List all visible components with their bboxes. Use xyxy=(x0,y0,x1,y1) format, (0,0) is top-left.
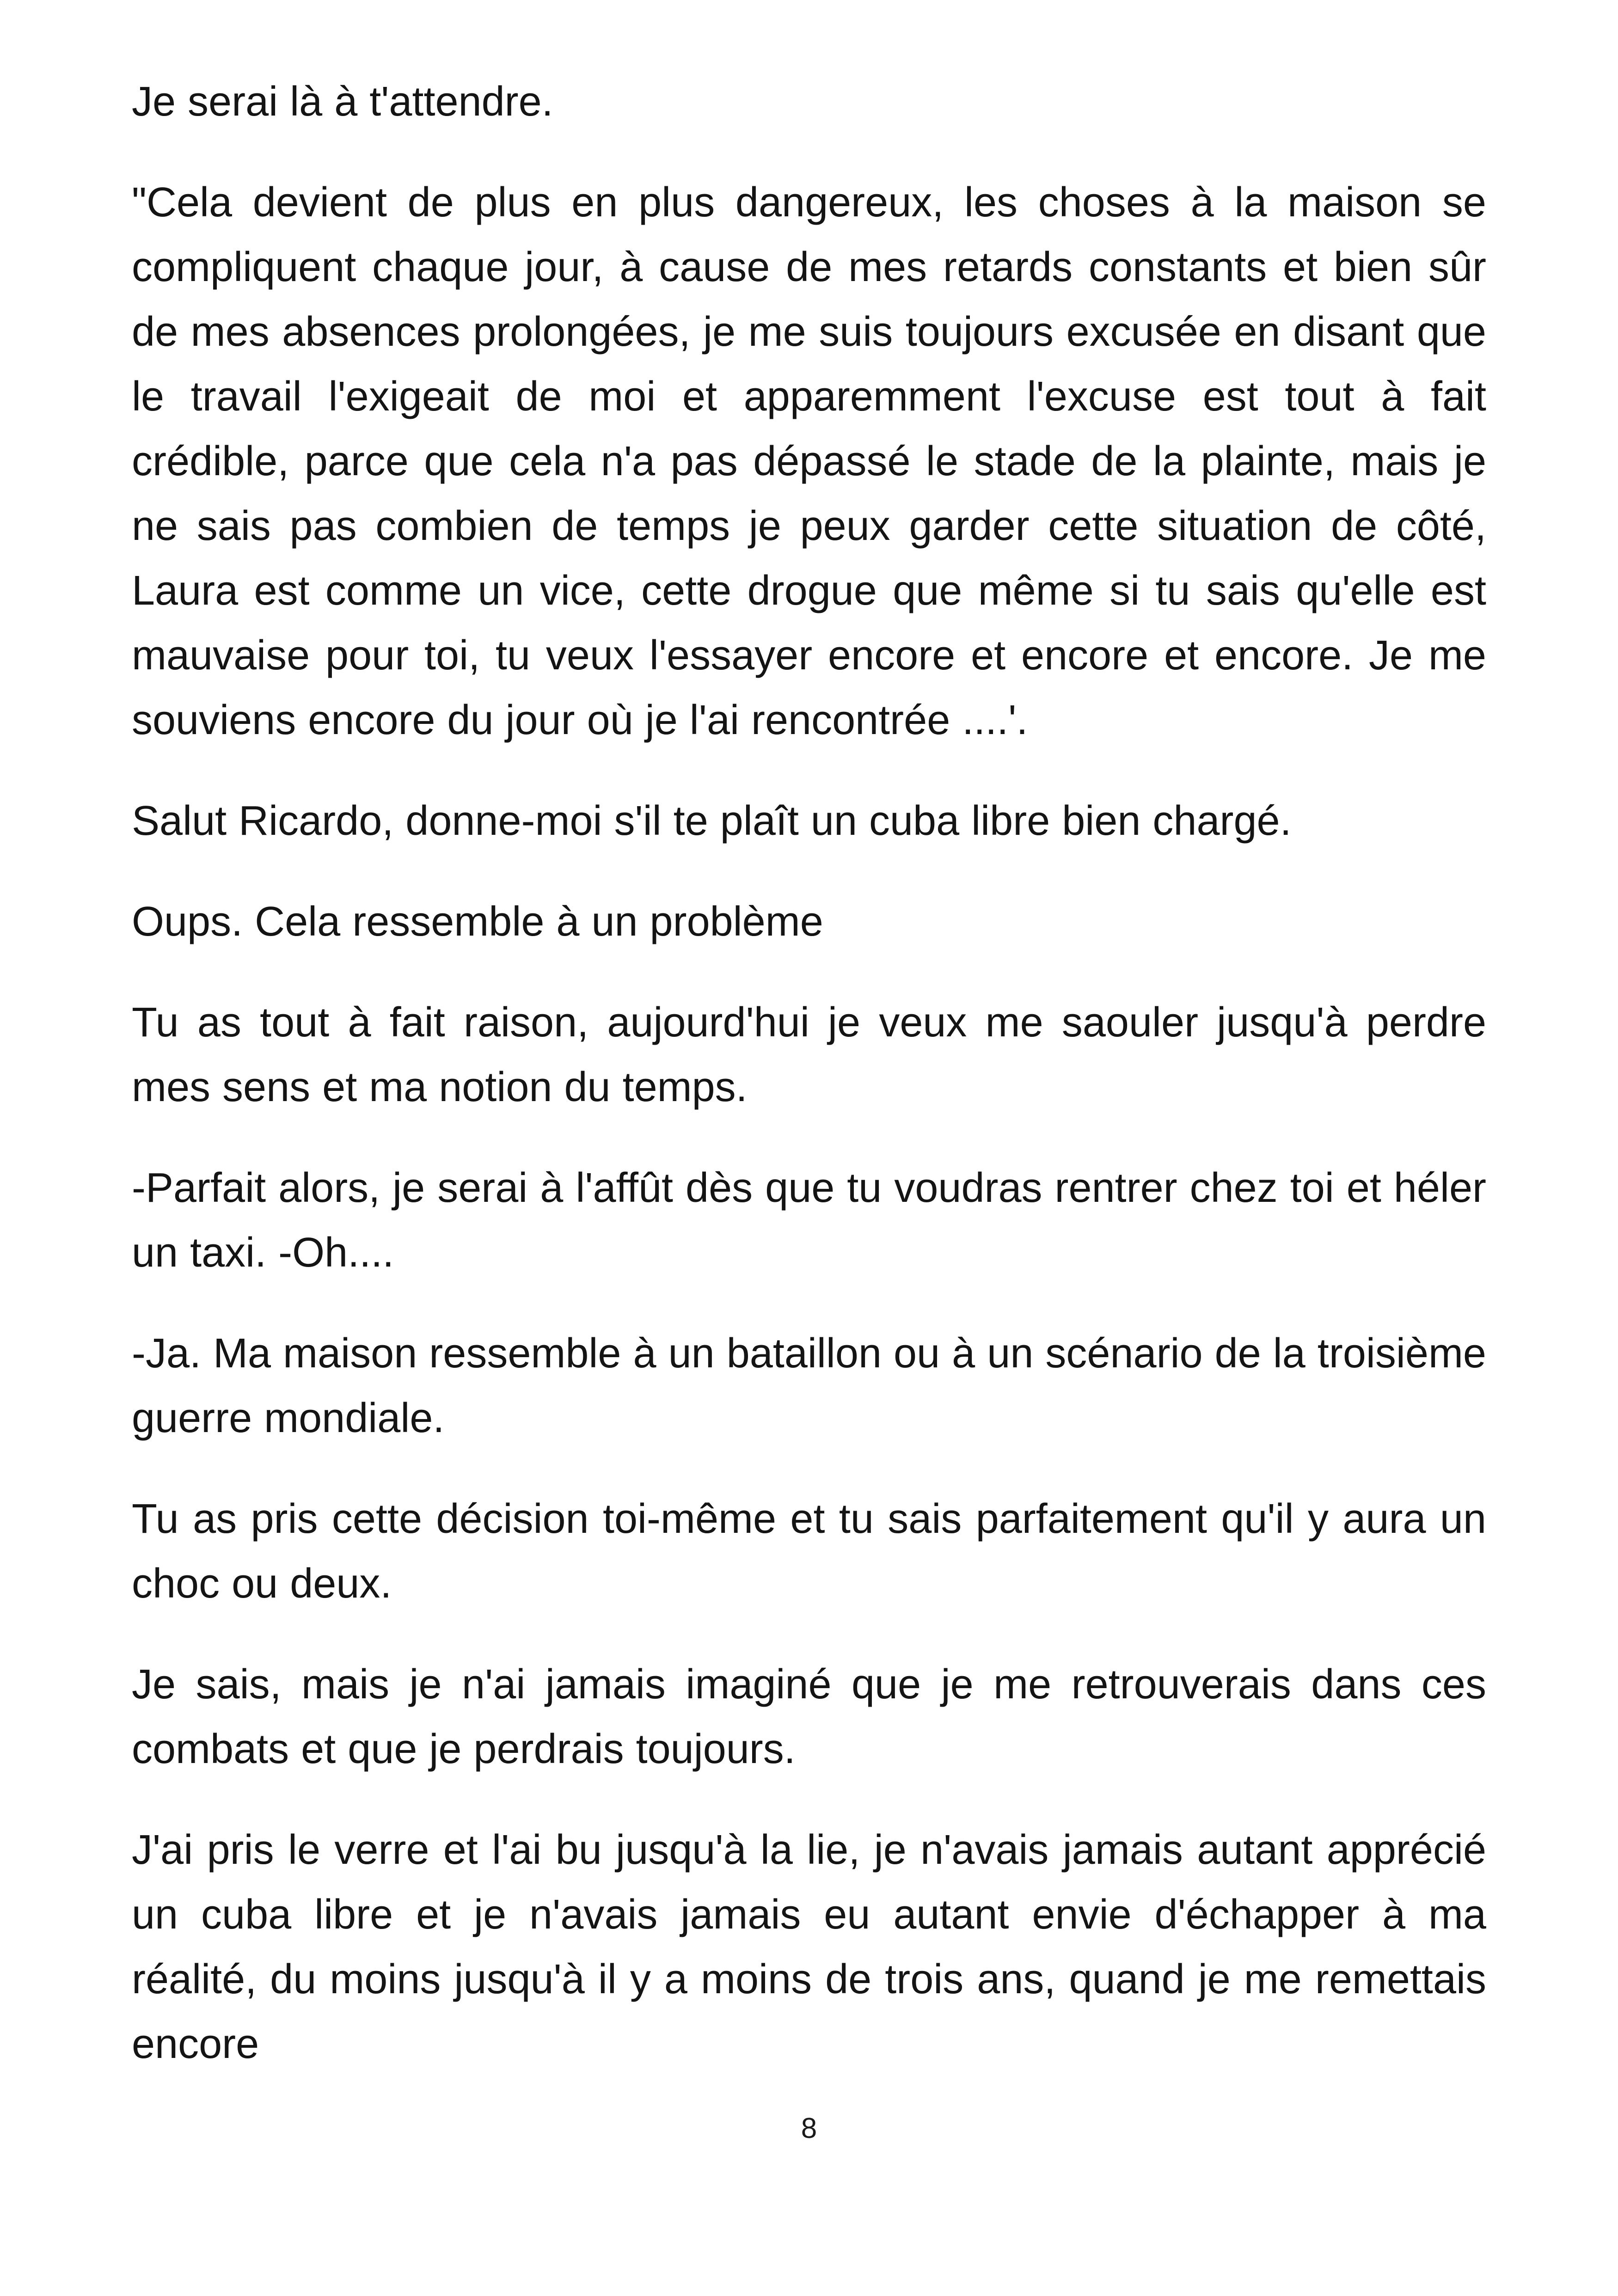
paragraph: "Cela devient de plus en plus dangereux, les choses à la maison se compliquent chaque jour, à cause de mes retards constants et bien sûr de mes absences prolongées, je me suis toujours excusée en disant que le travail l'exigeait de moi et apparemment l'excuse est tout à fait crédible, parce que cela n'a pas dépassé le stade de la plainte, mais je ne sais pas combien de temps je peux garder cette situation de côté, Laura est comme un vice, cette drogue que même si tu sais qu'elle est mauvaise pour toi, tu veux l'essayer encore et encore et encore. Je me souviens encore du jour où je l'ai rencontrée ....'. xyxy=(132,179,1486,743)
paragraph: Je sais, mais je n'ai jamais imaginé que je me retrouverais dans ces combats et que je perdrais toujours. xyxy=(132,1661,1486,1772)
page-number: 8 xyxy=(801,2112,817,2144)
paragraph: Tu as pris cette décision toi-même et tu sais parfaitement qu'il y aura un choc ou deux. xyxy=(132,1496,1486,1607)
text-body xyxy=(132,69,1486,2076)
paragraph: -Ja. Ma maison ressemble à un bataillon ou à un scénario de la troisième guerre mondiale. xyxy=(132,1330,1486,1441)
paragraph: J'ai pris le verre et l'ai bu jusqu'à la lie, je n'avais jamais autant apprécié un cuba libre et je n'avais jamais eu autant envie d'échapper à ma réalité, du moins jusqu'à il y a moins de trois ans, quand je me remettais encore xyxy=(132,1827,1486,2067)
paragraph: Je serai là à t'attendre. xyxy=(132,79,553,125)
paragraph: Oups. Cela ressemble à un problème xyxy=(132,899,823,945)
paragraph: -Parfait alors, je serai à l'affût dès que tu voudras rentrer chez toi et héler un taxi. -Oh.... xyxy=(132,1165,1486,1276)
paragraph: Salut Ricardo, donne-moi s'il te plaît un cuba libre bien chargé. xyxy=(132,798,1292,844)
paragraph: Tu as tout à fait raison, aujourd'hui je veux me saouler jusqu'à perdre mes sens et ma notion du temps. xyxy=(132,999,1486,1110)
